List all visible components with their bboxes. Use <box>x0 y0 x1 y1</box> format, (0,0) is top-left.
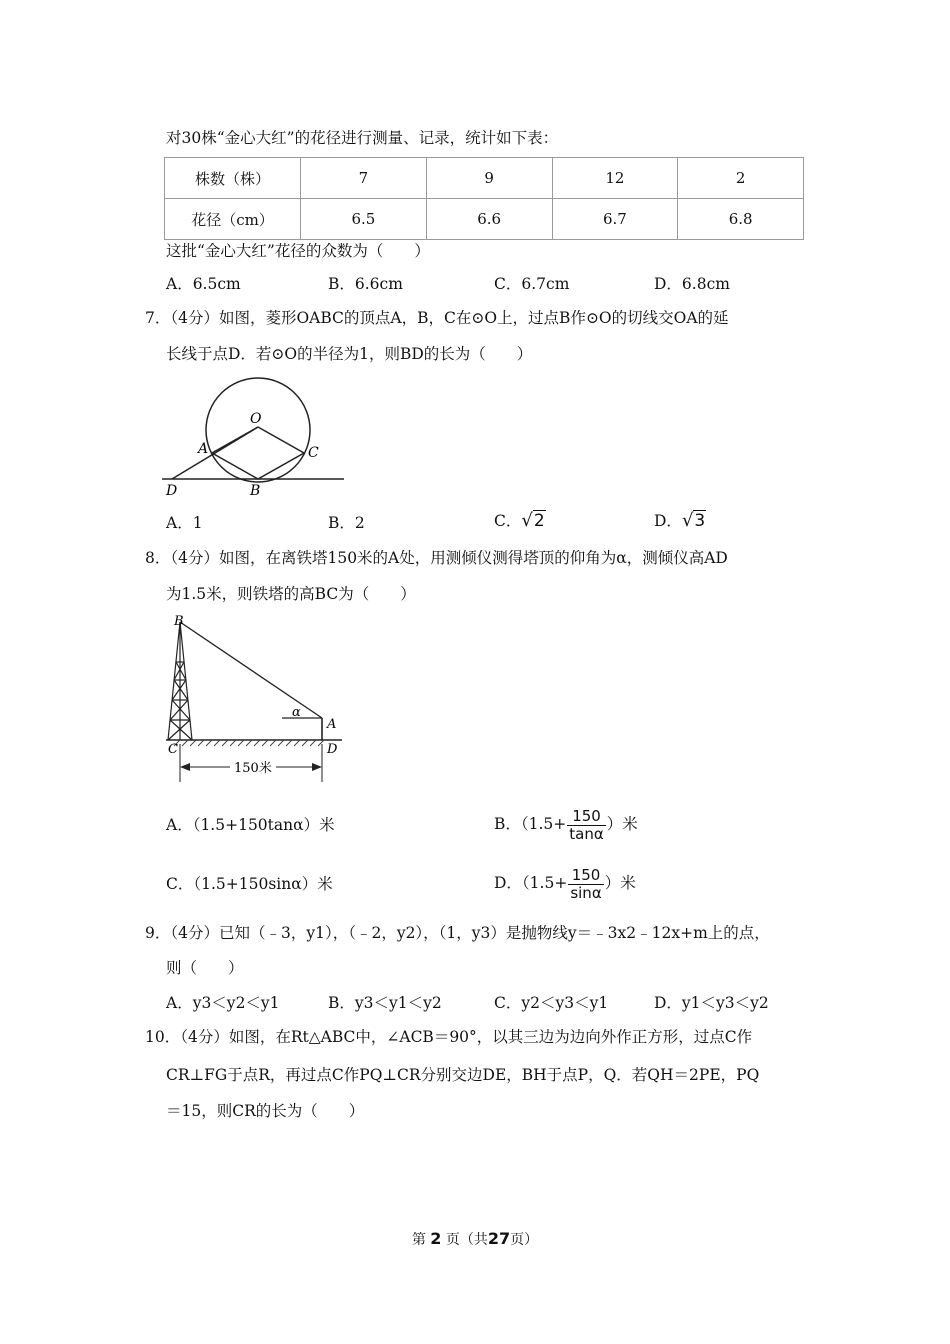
table-cell: 花径（cm） <box>165 199 301 240</box>
q7-line2: 长线于点D．若⊙O的半径为1，则BD的长为（ ） <box>166 345 533 363</box>
q9-option-a: A．y3＜y2＜y1 <box>166 994 280 1012</box>
sqrt-symbol: √3 <box>681 510 706 531</box>
stats-table <box>164 157 804 240</box>
q6-option-a: A．6.5cm <box>166 275 241 293</box>
q7-option-a: A．1 <box>166 514 203 532</box>
page-number: 2 <box>430 1229 442 1248</box>
table-row <box>165 158 804 199</box>
q8-option-d: D．（1.5+ $\frac{150}{\sin\alpha}$ ）米 <box>494 865 636 902</box>
fig-label-d: D <box>327 742 338 757</box>
q9-line1: 9．（4分）已知（﹣3，y1），（﹣2，y2），（1，y3）是抛物线y＝﹣3x2﹣12x+m上的点， <box>145 924 770 942</box>
q9-option-d: D．y1＜y3＜y2 <box>654 994 769 1012</box>
q8-option-b: B．（1.5+ $\frac{150}{\tan\alpha}$ ）米 <box>494 806 638 843</box>
page-footer: 第 2 页（共27页） <box>411 1229 539 1248</box>
fig-label-a: A <box>327 717 337 732</box>
q7-option-c: C．√2 <box>494 510 545 531</box>
table-cell: 2 <box>678 158 804 199</box>
fig-label-alpha: α <box>292 705 301 720</box>
q9-line2: 则（ ） <box>166 959 244 977</box>
intro-text: 对30株“金心大红”的花径进行测量、记录，统计如下表： <box>166 129 559 147</box>
fig-label-a: A <box>198 441 209 457</box>
fig-label-b: B <box>174 614 184 629</box>
fig-label-o: O <box>250 411 262 427</box>
fig-label-d: D <box>166 483 178 499</box>
table-row <box>165 199 804 240</box>
q8-option-c: C．（1.5+150sinα）米 <box>166 875 333 893</box>
q8-figure <box>160 612 355 792</box>
q8-line1: 8．（4分）如图，在离铁塔150米的A处，用测倾仪测得塔顶的仰角为α，测倾仪高AD <box>145 549 728 567</box>
table-cell: 7 <box>301 158 427 199</box>
q7-option-b: B．2 <box>328 514 365 532</box>
q7-line1: 7．（4分）如图，菱形OABC的顶点A，B，C在⊙O上，过点B作⊙O的切线交OA的延 <box>145 309 729 327</box>
table-cell: 6.8 <box>678 199 804 240</box>
q8-line2: 为1.5米，则铁塔的高BC为（ ） <box>166 585 416 603</box>
fig-label-c: C <box>168 742 178 757</box>
fig-label-distance: 150米 <box>234 761 272 776</box>
fraction: $\frac{150}{\sin\alpha}$ <box>570 865 602 902</box>
table-cell: 6.6 <box>426 199 552 240</box>
sqrt-symbol: √2 <box>521 510 545 531</box>
table-cell: 9 <box>426 158 552 199</box>
q7-option-d: D．√3 <box>654 510 706 531</box>
table-cell: 6.5 <box>301 199 427 240</box>
fig-label-c: C <box>308 445 319 461</box>
fig-label-b: B <box>250 483 261 499</box>
q9-option-b: B．y3＜y1＜y2 <box>328 994 442 1012</box>
fraction: $\frac{150}{\tan\alpha}$ <box>569 806 604 843</box>
q6-option-b: B．6.6cm <box>328 275 403 293</box>
q10-line3: ＝15，则CR的长为（ ） <box>166 1102 365 1120</box>
page-total: 27 <box>487 1229 511 1248</box>
table-cell: 6.7 <box>552 199 678 240</box>
q9-option-c: C．y2＜y3＜y1 <box>494 994 609 1012</box>
table-cell: 株数（株） <box>165 158 301 199</box>
q10-line1: 10．（4分）如图，在Rt△ABC中，∠ACB＝90°，以其三边为边向外作正方形，过点C作 <box>145 1028 753 1046</box>
table-cell: 12 <box>552 158 678 199</box>
q6-option-c: C．6.7cm <box>494 275 570 293</box>
q8-option-a: A．（1.5+150tanα）米 <box>166 816 335 834</box>
q6-option-d: D．6.8cm <box>654 275 730 293</box>
q6-question: 这批“金心大红”花径的众数为（ ） <box>166 242 430 260</box>
q10-line2: CR⊥FG于点R，再过点C作PQ⊥CR分别交边DE，BH于点P，Q．若QH＝2PE，PQ <box>166 1066 760 1084</box>
q7-figure <box>160 375 350 505</box>
